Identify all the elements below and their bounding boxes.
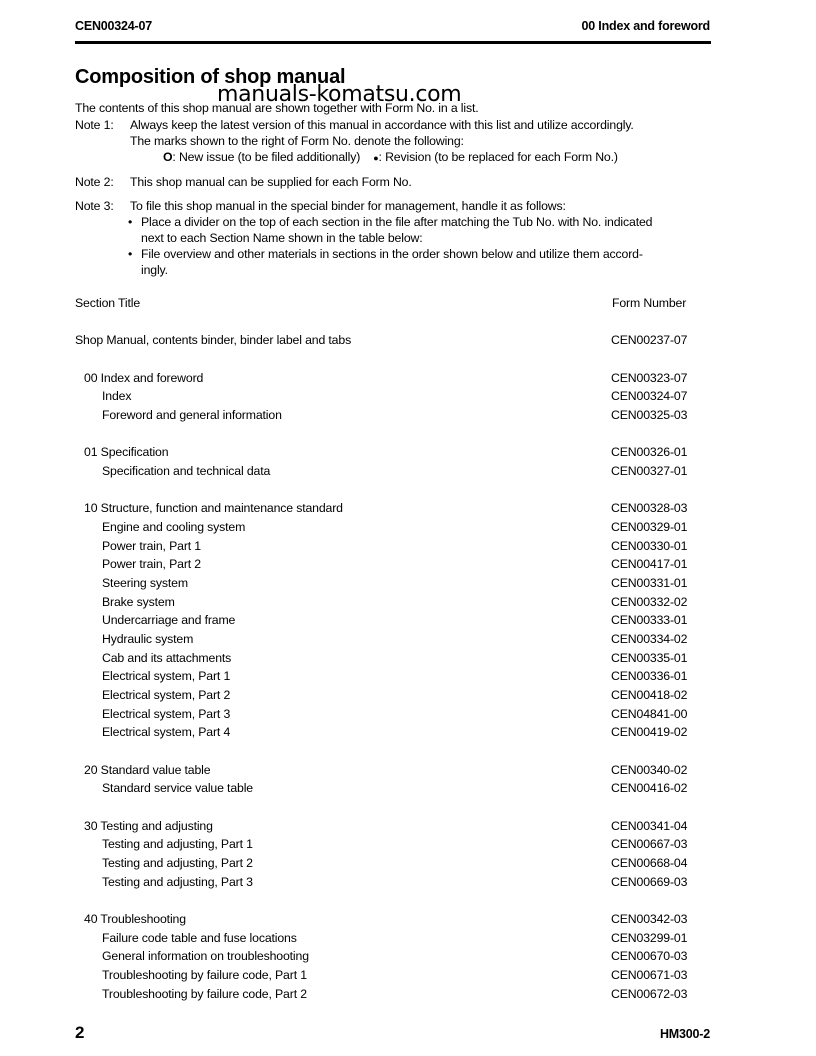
form-number: CEN00336-01 [611,669,688,683]
section-title: Engine and cooling system [102,520,246,534]
section-title: Electrical system, Part 2 [102,688,231,702]
form-number: CEN00327-01 [611,464,688,478]
note-3-text: To file this shop manual in the special binder for management, handle it as follows: [130,199,566,213]
table-row [0,835,816,853]
section-title: 01 Specification [84,445,169,459]
table-row [0,723,816,741]
section-title: Troubleshooting by failure code, Part 2 [102,987,307,1001]
note-3-bullet-1-line-1: Place a divider on the top of each section in the file after matching the Tub No. with No. indicated [141,215,653,229]
form-number: CEN00334-02 [611,632,688,646]
header-section-name: 00 Index and foreword [581,19,710,33]
form-number: CEN00340-02 [611,763,688,777]
header-doc-code: CEN00324-07 [75,19,153,33]
table-row [0,929,816,947]
note-3-bullet-2-line-2: ingly. [141,263,168,277]
header-divider [75,41,711,44]
table-row [0,817,816,835]
table-row [0,854,816,872]
form-number: CEN03299-01 [611,931,688,945]
column-header-section-title: Section Title [75,296,141,310]
table-row [0,873,816,891]
form-number: CEN00667-03 [611,837,688,851]
note-1-label: Note 1: [75,118,114,132]
section-title: Cab and its attachments [102,651,232,665]
form-number: CEN00323-07 [611,371,688,385]
table-row [0,369,816,387]
table-row [0,779,816,797]
form-number: CEN00417-01 [611,557,688,571]
section-title: Standard service value table [102,781,253,795]
section-title: Specification and technical data [102,464,271,478]
form-number: CEN00671-03 [611,968,688,982]
section-title: 30 Testing and adjusting [84,819,213,833]
note-1-line-2: The marks shown to the right of Form No. denote the following: [130,134,464,148]
section-title: Testing and adjusting, Part 3 [102,875,253,889]
form-number: CEN00342-03 [611,912,688,926]
table-row [0,406,816,424]
form-number: CEN04841-00 [611,707,688,721]
section-title: 40 Troubleshooting [84,912,186,926]
table-row [0,910,816,928]
table-row [0,761,816,779]
footer-model: HM300-2 [659,1027,710,1041]
form-number: CEN00326-01 [611,445,688,459]
intro-text: The contents of this shop manual are shown together with Form No. in a list. [75,101,479,115]
section-title: Undercarriage and frame [102,613,236,627]
form-number: CEN00329-01 [611,520,688,534]
section-title: General information on troubleshooting [102,949,309,963]
table-row [0,443,816,461]
section-title: Electrical system, Part 1 [102,669,231,683]
section-title: Brake system [102,595,175,609]
note-3-bullet-2-line-1: File overview and other materials in sections in the order shown below and utilize them accord- [141,247,643,261]
form-number: CEN00416-02 [611,781,688,795]
form-number: CEN00672-03 [611,987,688,1001]
note-2-text: This shop manual can be supplied for each Form No. [130,175,412,189]
page-title: Composition of shop manual [75,66,346,88]
note-2-label: Note 2: [75,175,114,189]
form-number: CEN00331-01 [611,576,688,590]
form-number: CEN00335-01 [611,651,688,665]
section-title: Failure code table and fuse locations [102,931,297,945]
table-row [0,462,816,480]
section-title: 00 Index and foreword [84,371,204,385]
bullet-icon: • [128,247,133,261]
table-row [0,667,816,685]
form-number: CEN00333-01 [611,613,688,627]
revision-text: : Revision (to be replaced for each Form No.) [378,150,618,164]
section-title: Foreword and general information [102,408,282,422]
table-row [0,537,816,555]
table-row [0,649,816,667]
table-row [0,611,816,629]
table-row [0,947,816,965]
section-title: Index [102,389,132,403]
revision-dot-icon: ● [373,153,379,163]
form-number: CEN00418-02 [611,688,688,702]
form-number: CEN00419-02 [611,725,688,739]
table-row [0,686,816,704]
table-row [0,518,816,536]
form-number: CEN00668-04 [611,856,688,870]
section-title: Shop Manual, contents binder, binder label and tabs [75,333,352,347]
note-1-line-1: Always keep the latest version of this manual in accordance with this list and utilize accordingly. [130,118,634,132]
column-header-form-number: Form Number [612,296,687,310]
table-row [0,499,816,517]
note-3-label: Note 3: [75,199,114,213]
form-number: CEN00324-07 [611,389,688,403]
watermark: manuals-komatsu.com [217,82,462,107]
form-number: CEN00332-02 [611,595,688,609]
section-title: Steering system [102,576,188,590]
table-row [0,705,816,723]
section-title: Electrical system, Part 4 [102,725,231,739]
section-title: 20 Standard value table [84,763,211,777]
form-number: CEN00328-03 [611,501,688,515]
table-row [0,985,816,1003]
section-title: Power train, Part 1 [102,539,201,553]
section-title: Hydraulic system [102,632,194,646]
table-row [0,555,816,573]
table-row [0,966,816,984]
form-number: CEN00341-04 [611,819,688,833]
form-number: CEN00325-03 [611,408,688,422]
form-number: CEN00669-03 [611,875,688,889]
table-row [0,387,816,405]
form-number: CEN00330-01 [611,539,688,553]
form-number: CEN00670-03 [611,949,688,963]
form-number: CEN00237-07 [611,333,688,347]
table-row [0,574,816,592]
table-row [0,331,816,349]
section-title: Power train, Part 2 [102,557,201,571]
section-title: 10 Structure, function and maintenance standard [84,501,343,515]
new-issue-text: : New issue (to be filed additionally) [172,150,361,164]
table-row [0,630,816,648]
table-row [0,593,816,611]
section-title: Testing and adjusting, Part 1 [102,837,253,851]
note-3-bullet-1-line-2: next to each Section Name shown in the table below: [141,231,423,245]
section-title: Troubleshooting by failure code, Part 1 [102,968,307,982]
bullet-icon: • [128,215,133,229]
marks-legend [163,149,618,166]
section-title: Testing and adjusting, Part 2 [102,856,253,870]
new-issue-circle-icon: O [163,150,173,164]
section-title: Electrical system, Part 3 [102,707,231,721]
page-number: 2 [75,1023,85,1042]
